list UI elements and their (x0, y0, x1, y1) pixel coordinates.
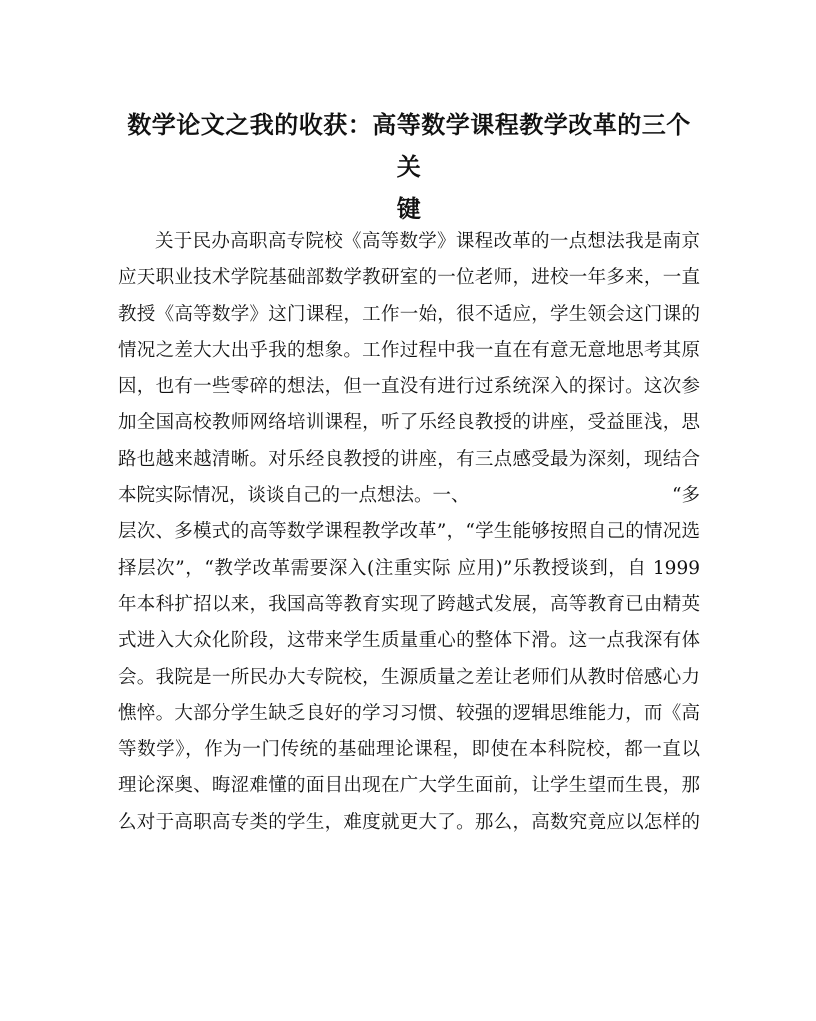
paragraph-line: 会。我院是一所民办大专院校，生源质量之差让老师们从教时倍感心力 (118, 666, 700, 688)
title-line-2: 键 (396, 194, 422, 223)
paragraph-line: 情况之差大大出乎我的想象。工作过程中我一直在有意无意地思考其原 (118, 339, 700, 361)
document-body (118, 224, 700, 841)
paragraph-line (118, 478, 700, 514)
paragraph-line: 么对于高职高专类的学生，难度就更大了。那么，高数究竟应以怎样的 (118, 811, 700, 833)
paragraph-line: 应天职业技术学院基础部数学教研室的一位老师，进校一年多来，一直 (118, 267, 700, 289)
paragraph-line: 等数学》，作为一门传统的基础理论课程，即使在本科院校，都一直以 (118, 739, 700, 761)
paragraph-line: 年本科扩招以来，我国高等教育实现了跨越式发展，高等教育已由精英 (118, 593, 700, 615)
paragraph-line: 择层次”，“教学改革需要深入(注重实际 应用)”乐教授谈到，自 1999 (118, 557, 700, 579)
paragraph-line: 教授《高等数学》这门课程，工作一始，很不适应，学生领会这门课的 (118, 303, 700, 325)
document-title (118, 104, 700, 230)
line-end-text: “多 (672, 485, 700, 507)
paragraph-line: 式进入大众化阶段，这带来学生质量重心的整体下滑。这一点我深有体 (118, 630, 700, 652)
paragraph-line: 加全国高校教师网络培训课程，听了乐经良教授的讲座，受益匪浅，思 (118, 412, 700, 434)
paragraph-line: 层次、多模式的高等数学课程教学改革”，“学生能够按照自己的情况选 (118, 521, 700, 543)
paragraph-line: 路也越来越清晰。对乐经良教授的讲座，有三点感受最为深刻，现结合 (118, 448, 700, 470)
line-start-text: 本院实际情况，谈谈自己的一点想法。一、 (118, 485, 470, 507)
paragraph-line: 理论深奥、晦涩难懂的面目出现在广大学生面前，让学生望而生畏，那 (118, 775, 700, 797)
paragraph-line: 关于民办高职高专院校《高等数学》课程改革的一点想法我是南京 (155, 231, 700, 252)
paragraph-line: 憔悴。大部分学生缺乏良好的学习习惯、较强的逻辑思维能力，而《高 (118, 702, 700, 724)
title-line-1: 数学论文之我的收获：高等数学课程教学改革的三个关 (127, 110, 691, 181)
paragraph-line: 因，也有一些零碎的想法，但一直没有进行过系统深入的探讨。这次参 (118, 376, 700, 398)
